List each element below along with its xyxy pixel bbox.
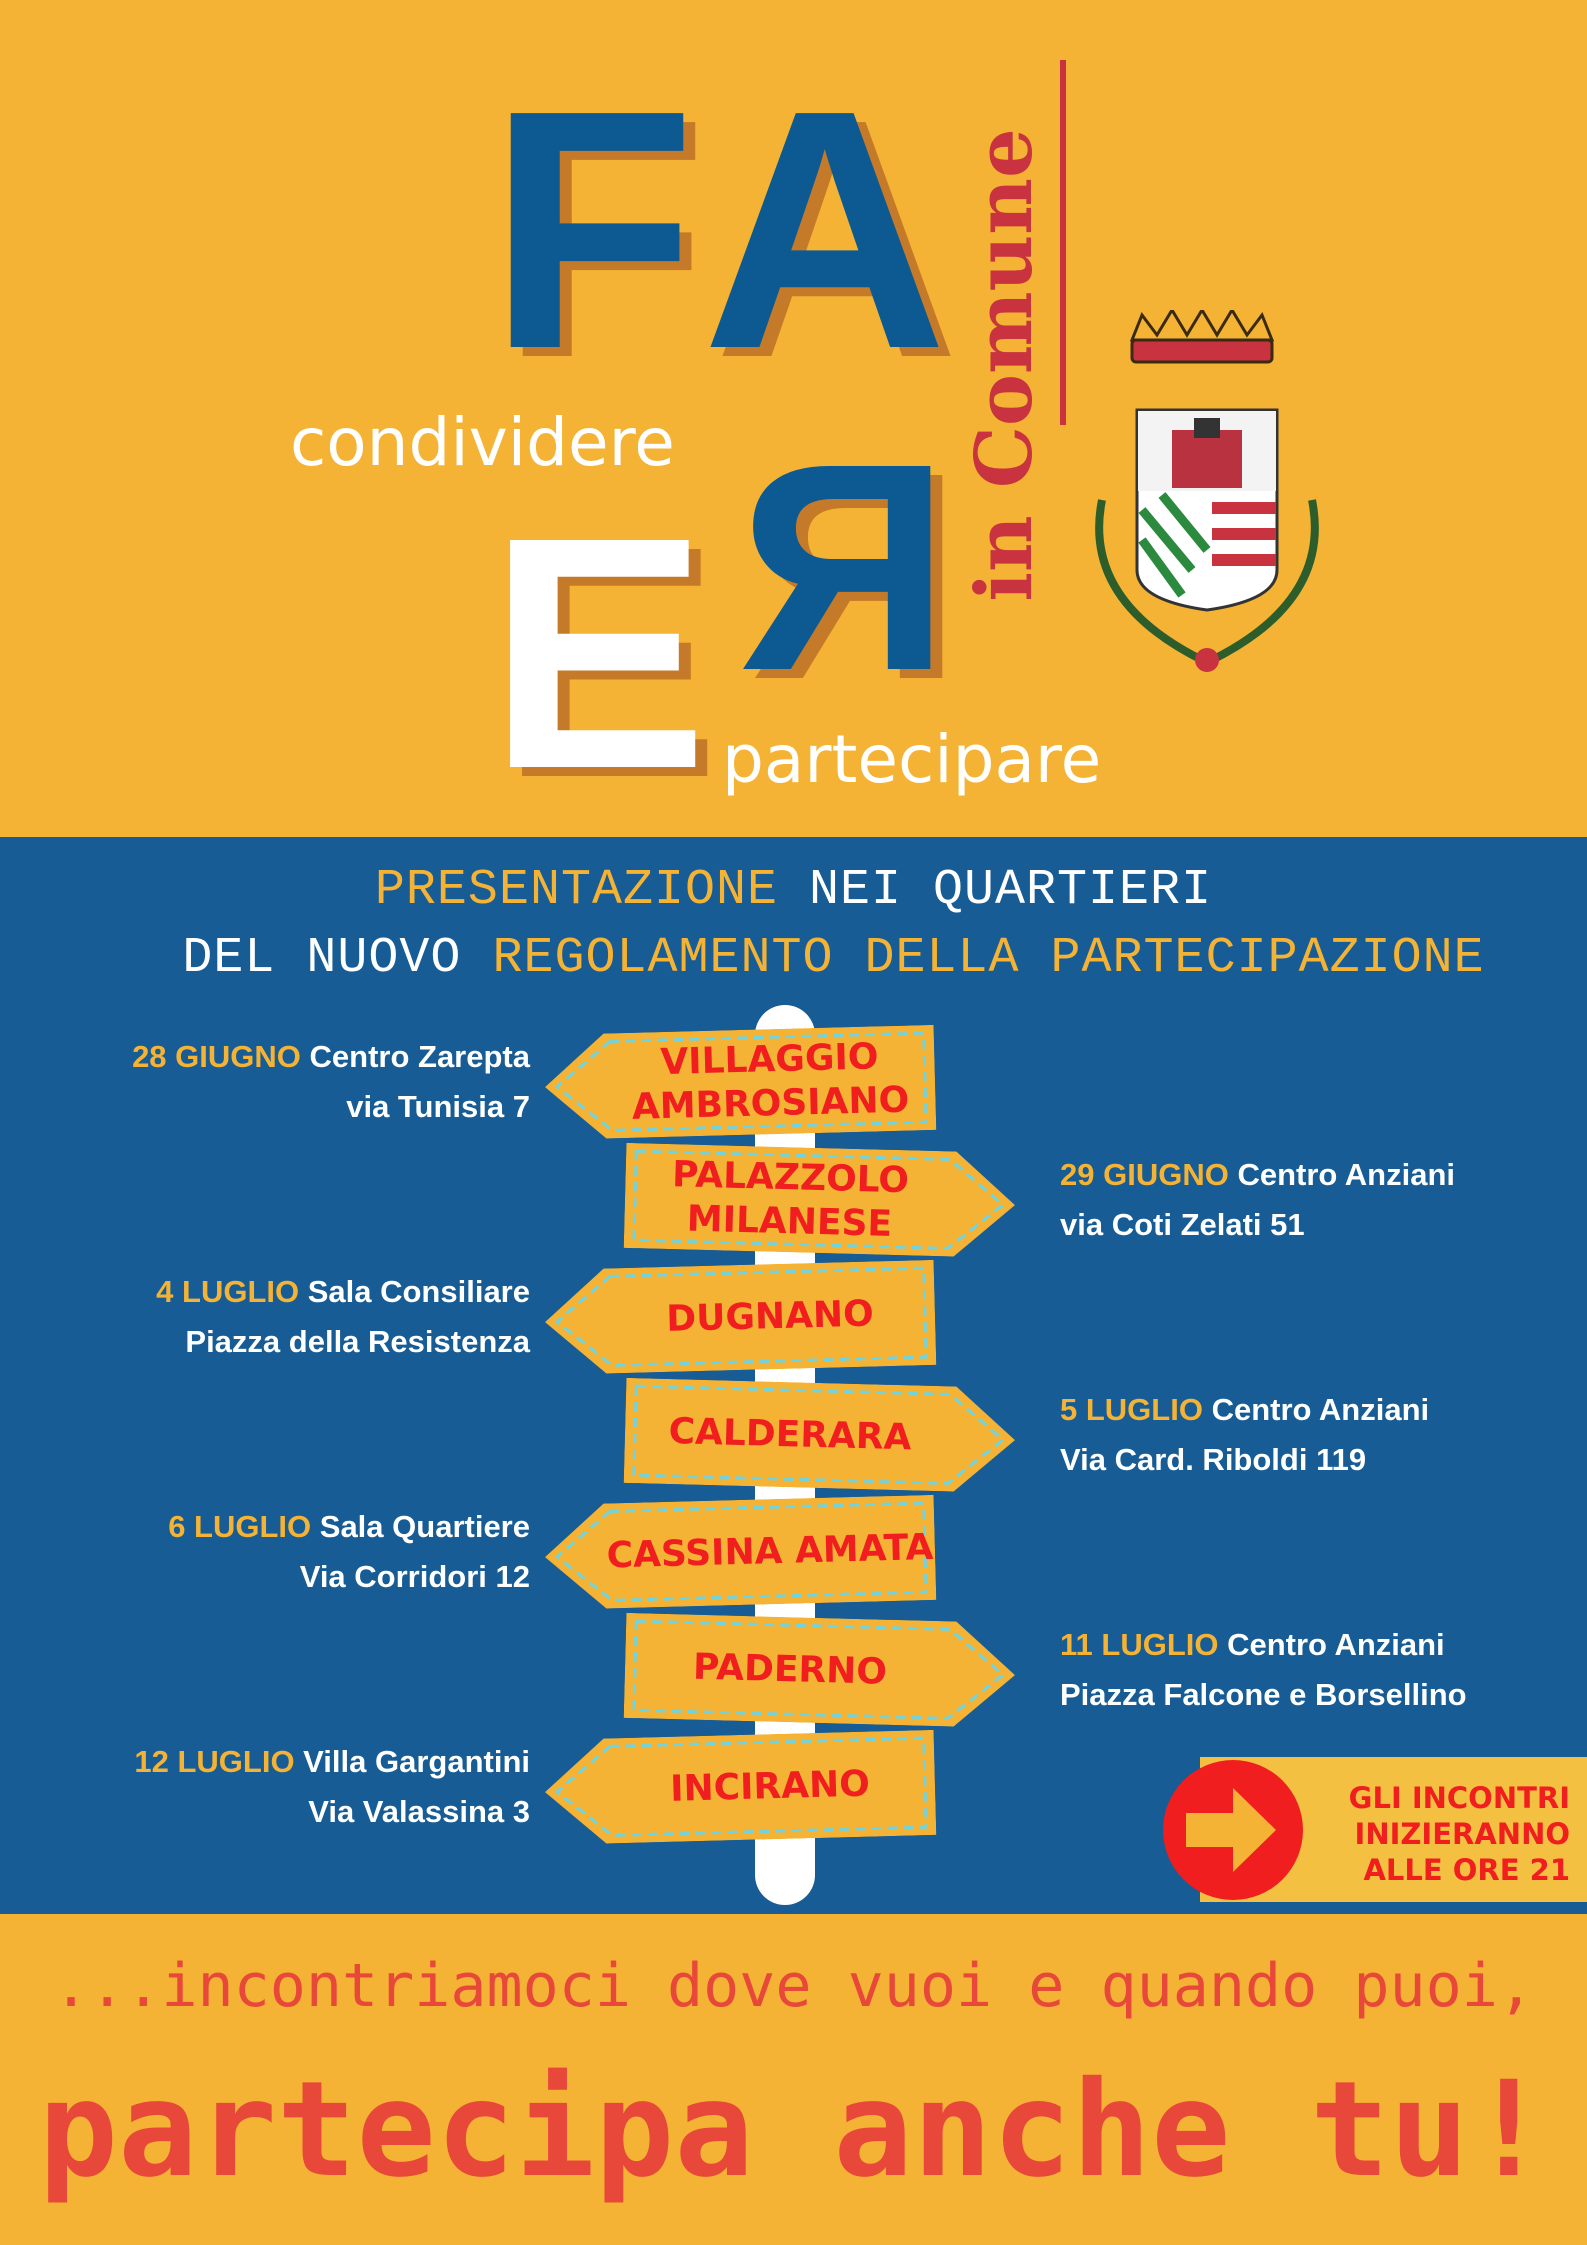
event-info	[10, 1032, 530, 1132]
event-place: Sala Consiliare	[299, 1274, 530, 1309]
title-line-1	[0, 862, 1587, 920]
sign-label: CALDERARA	[668, 1410, 912, 1459]
event-date: 28 GIUGNO	[132, 1039, 301, 1074]
event-place: Sala Quartiere	[311, 1509, 530, 1544]
footer-line-1: ...incontriamoci dove vuoi e quando puoi,	[52, 1951, 1535, 2021]
event-address: Via Card. Riboldi 119	[1060, 1442, 1367, 1477]
logo-letter-e: E	[488, 468, 709, 837]
title-del-nuovo: DEL NUOVO	[182, 930, 493, 987]
event-info	[1060, 1150, 1580, 1250]
event-place: Centro Zarepta	[300, 1039, 530, 1074]
event-place: Centro Anziani	[1228, 1157, 1456, 1192]
sign-label: PALAZZOLO MILANESE	[671, 1154, 910, 1245]
direction-sign	[544, 1730, 937, 1845]
notice-line-2: INIZIERANNO	[1354, 1817, 1570, 1851]
logo-letter-a: A	[702, 40, 948, 420]
event-place: Villa Gargantini	[294, 1744, 530, 1779]
event-date: 29 GIUGNO	[1060, 1157, 1229, 1192]
notice-text	[1305, 1780, 1570, 1888]
notice-line-3: ALLE ORE 21	[1363, 1853, 1570, 1887]
event-date: 12 LUGLIO	[134, 1744, 295, 1779]
event-date: 6 LUGLIO	[168, 1509, 312, 1544]
direction-sign	[544, 1495, 937, 1610]
sign-label: PADERNO	[692, 1646, 888, 1693]
event-address: Piazza Falcone e Borsellino	[1060, 1677, 1467, 1712]
event-info	[10, 1502, 530, 1602]
event-date: 4 LUGLIO	[156, 1274, 300, 1309]
direction-sign	[544, 1260, 937, 1375]
event-address: Via Corridori 12	[299, 1559, 530, 1594]
event-place: Centro Anziani	[1202, 1392, 1430, 1427]
logo-word-condividere: condividere	[290, 404, 675, 481]
event-address: Piazza della Resistenza	[185, 1324, 530, 1359]
event-date: 11 LUGLIO	[1060, 1627, 1219, 1662]
city-crest-icon	[1062, 310, 1352, 690]
footer-line-2: partecipa anche tu!	[38, 2053, 1549, 2207]
sign-label: INCIRANO	[669, 1763, 871, 1810]
arrow-right-icon	[1163, 1760, 1303, 1900]
logo-letter-r: Я	[738, 402, 951, 732]
title-nei-quartieri: NEI QUARTIERI	[778, 862, 1213, 919]
logo-letter-f: F	[488, 40, 696, 420]
event-info	[1060, 1385, 1580, 1485]
event-address: via Coti Zelati 51	[1060, 1207, 1305, 1242]
direction-sign	[544, 1025, 937, 1140]
title-line-2	[0, 930, 1587, 988]
sign-label: DUGNANO	[665, 1293, 875, 1340]
title-regolamento: REGOLAMENTO DELLA PARTECIPAZIONE	[492, 930, 1485, 987]
event-date: 5 LUGLIO	[1060, 1392, 1203, 1427]
event-info	[10, 1737, 530, 1837]
event-info	[10, 1267, 530, 1367]
event-address: Via Valassina 3	[308, 1794, 530, 1829]
logo-in-comune: in Comune	[959, 128, 1050, 602]
direction-sign	[624, 1378, 1017, 1493]
logo-word-partecipare: partecipare	[722, 721, 1102, 798]
direction-sign	[624, 1143, 1017, 1258]
sign-label: CASSINA AMATA	[606, 1526, 934, 1577]
direction-sign	[624, 1613, 1017, 1728]
event-place: Centro Anziani	[1218, 1627, 1445, 1662]
event-address: via Tunisia 7	[346, 1089, 530, 1124]
event-info	[1060, 1620, 1580, 1720]
title-presentazione: PRESENTAZIONE	[374, 862, 778, 919]
sign-label: VILLAGGIO AMBROSIANO	[631, 1036, 910, 1128]
notice-line-1: GLI INCONTRI	[1348, 1781, 1570, 1815]
